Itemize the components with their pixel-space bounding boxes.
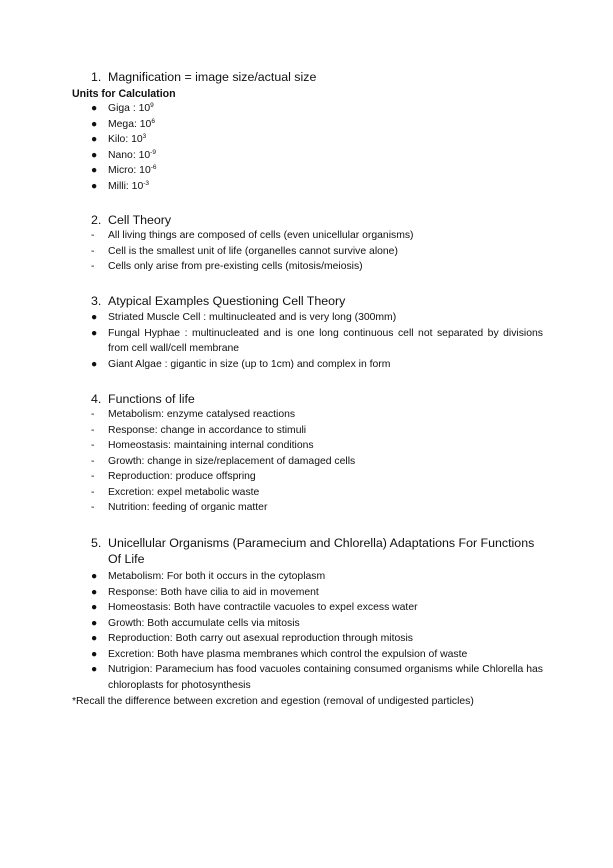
unit-exponent: 9 [150, 102, 154, 109]
bullet-icon: ● [91, 358, 98, 370]
list-item [91, 585, 543, 601]
dash-marker: - [91, 409, 95, 420]
heading-text: Functions of life [108, 392, 195, 406]
list-item [91, 407, 543, 423]
list-item [91, 259, 543, 275]
list-item [91, 357, 543, 373]
dash-marker: - [91, 486, 95, 498]
list-item-text: Excretion: expel metabolic waste [108, 486, 260, 498]
list-item [91, 244, 543, 260]
cell-theory-list [91, 228, 543, 275]
list-item-text: Homeostasis: Both have contractile vacuoles to expel excess water [108, 602, 418, 613]
dash-marker: - [91, 424, 95, 436]
list-item [91, 454, 543, 470]
unit-exponent: 6 [151, 117, 155, 125]
bullet-icon: ● [91, 648, 98, 660]
list-item [91, 310, 543, 326]
bullet-icon: ● [91, 571, 98, 582]
units-list [91, 101, 543, 194]
heading-text: Atypical Examples Questioning Cell Theory [108, 294, 346, 308]
list-item [91, 569, 543, 585]
bullet-icon: ● [91, 633, 98, 644]
unit-exponent: -3 [143, 179, 150, 187]
list-item-text: Giant Algae : gigantic in size (up to 1cm) and complex in form [108, 358, 391, 370]
heading-unicellular [91, 535, 546, 567]
list-item [91, 326, 543, 357]
list-item [91, 662, 543, 693]
list-item-text: Fungal Hyphae : multinucleated and is one long continuous cell not separated by divisions from cell wall/cell membrane [108, 327, 543, 354]
list-item-text: Metabolism: enzyme catalysed reactions [108, 409, 296, 420]
dash-marker: - [91, 471, 95, 482]
list-item-text: Nutrition: feeding of organic matter [108, 502, 268, 513]
list-item [91, 132, 543, 148]
dash-marker: - [91, 502, 95, 513]
list-item-text: All living things are composed of cells (even unicellular organisms) [108, 230, 414, 241]
bullet-icon: ● [91, 602, 98, 613]
list-item [91, 101, 543, 117]
heading-text: Unicellular Organisms (Paramecium and Chlorella) Adaptations For Functions Of Life [108, 536, 535, 566]
list-item [91, 117, 543, 133]
heading-number: 1. [91, 70, 102, 84]
unit-exponent: 3 [142, 133, 147, 140]
list-item-text: Reproduction: produce offspring [108, 471, 256, 482]
list-item [91, 631, 543, 647]
unit-exponent: -6 [150, 164, 157, 171]
bullet-icon: ● [91, 134, 98, 145]
bullet-icon: ● [91, 327, 98, 339]
heading-functions [91, 391, 195, 407]
heading-number: 5. [91, 536, 102, 550]
bullet-icon: ● [91, 118, 98, 130]
list-item [91, 469, 543, 485]
list-item [91, 148, 543, 164]
list-item [91, 179, 543, 195]
unit-name: Nano: 10 [108, 149, 151, 161]
heading-atypical [91, 293, 345, 309]
list-item-text: Response: Both have cilia to aid in movement [108, 586, 319, 598]
list-item-text: Reproduction: Both carry out asexual reproduction through mitosis [108, 633, 413, 644]
functions-list [91, 407, 543, 516]
unit-name: Micro: 10 [108, 165, 151, 176]
dash-marker: - [91, 245, 95, 257]
list-item-text: Growth: change in size/replacement of damaged cells [108, 455, 356, 467]
units-heading: Units for Calculation [72, 88, 176, 100]
list-item [91, 228, 543, 244]
list-item-text: Excretion: Both have plasma membranes which control the expulsion of waste [108, 648, 468, 660]
heading-cell-theory [91, 212, 171, 228]
dash-marker: - [91, 455, 95, 467]
heading-number: 3. [91, 294, 102, 308]
unit-name: Kilo: 10 [108, 134, 143, 145]
list-item-text: Homeostasis: maintaining internal conditions [108, 440, 314, 451]
heading-number: 2. [91, 213, 102, 227]
heading-text: Cell Theory [108, 213, 172, 227]
list-item [91, 163, 543, 179]
atypical-list [91, 310, 543, 372]
heading-magnification [91, 69, 316, 85]
bullet-icon: ● [91, 586, 98, 598]
list-item-text: Striated Muscle Cell : multinucleated and is very long (300mm) [108, 312, 397, 323]
bullet-icon: ● [91, 312, 98, 323]
list-item [91, 616, 543, 632]
unit-name: Mega: 10 [108, 118, 152, 130]
bullet-icon: ● [91, 103, 98, 114]
unit-exponent: -9 [150, 148, 156, 156]
dash-marker: - [91, 230, 95, 241]
bullet-icon: ● [91, 180, 98, 192]
list-item-text: Response: change in accordance to stimuli [108, 424, 307, 436]
bullet-icon: ● [91, 149, 98, 161]
list-item [91, 438, 543, 454]
unicellular-list [91, 569, 543, 693]
list-item [91, 485, 543, 501]
list-item-text: Cells only arise from pre-existing cells (mitosis/meiosis) [108, 261, 363, 272]
bullet-icon: ● [91, 165, 98, 176]
heading-number: 4. [91, 392, 102, 406]
dash-marker: - [91, 261, 95, 272]
unit-name: Giga : 10 [108, 103, 151, 114]
list-item [91, 423, 543, 439]
list-item-text: Nutrigion: Paramecium has food vacuoles containing consumed organisms while Chlorella has chloroplasts for photosynthesis [108, 664, 543, 691]
list-item [91, 647, 543, 663]
bullet-icon: ● [91, 617, 98, 629]
list-item-text: Growth: Both accumulate cells via mitosis [108, 617, 300, 629]
list-item-text: Cell is the smallest unit of life (organelles cannot survive alone) [108, 245, 398, 257]
heading-text: Magnification = image size/actual size [108, 70, 317, 84]
bullet-icon: ● [91, 664, 98, 675]
list-item [91, 600, 543, 616]
dash-marker: - [91, 440, 95, 451]
list-item-text: Metabolism: For both it occurs in the cytoplasm [108, 571, 326, 582]
list-item [91, 500, 543, 516]
unit-name: Milli: 10 [108, 180, 144, 192]
footnote: *Recall the difference between excretion and egestion (removal of undigested particles) [72, 696, 474, 707]
